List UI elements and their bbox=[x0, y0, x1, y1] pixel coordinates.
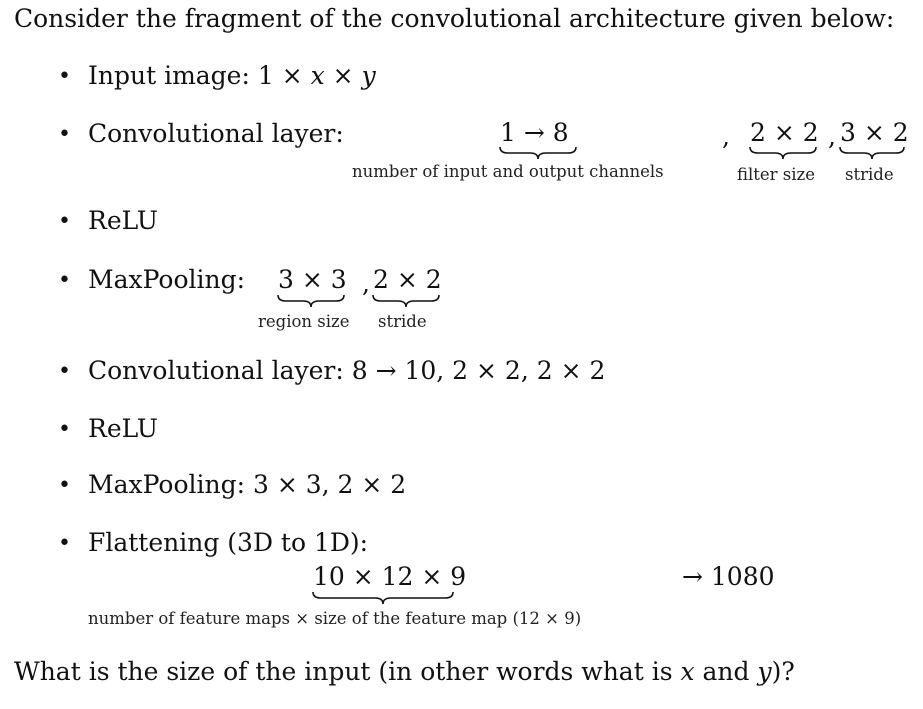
var-y: y bbox=[361, 61, 376, 90]
underbrace-region bbox=[276, 293, 346, 309]
bullet-dot: • bbox=[58, 268, 71, 293]
bullet-dot: • bbox=[58, 531, 71, 556]
maxpool-stride: 2 × 2 bbox=[373, 265, 442, 294]
flatten-product: 10 × 12 × 9 bbox=[313, 562, 467, 591]
input-image-label: Input image: bbox=[88, 61, 250, 90]
underbrace-stride bbox=[838, 145, 906, 161]
question-var-x: x bbox=[680, 657, 695, 686]
question-middle: and bbox=[694, 657, 758, 686]
conv-channels: 1 → 8 bbox=[500, 118, 569, 147]
relu-label: ReLU bbox=[88, 206, 158, 235]
conv-stride: 3 × 2 bbox=[840, 118, 909, 147]
bullet-dot: • bbox=[58, 122, 71, 147]
underbrace-flatten bbox=[311, 590, 455, 606]
input-size-prefix: 1 × bbox=[257, 61, 311, 90]
pool-stride-note: stride bbox=[378, 312, 427, 331]
underbrace-pool-stride bbox=[371, 293, 441, 309]
region-size-note: region size bbox=[258, 312, 350, 331]
bullet-dot: • bbox=[58, 417, 71, 442]
maxpool-sep: , bbox=[362, 269, 370, 298]
flattening-label: Flattening (3D to 1D): bbox=[88, 528, 369, 557]
maxpool-label: MaxPooling: bbox=[88, 265, 246, 294]
maxpool-2: MaxPooling: 3 × 3, 2 × 2 bbox=[88, 470, 407, 499]
question-suffix: )? bbox=[771, 657, 795, 686]
bullet-dot: • bbox=[58, 64, 71, 89]
stride-note: stride bbox=[845, 165, 894, 184]
filter-size-note: filter size bbox=[737, 165, 816, 184]
bullet-dot: • bbox=[58, 473, 71, 498]
maxpool-region: 3 × 3 bbox=[278, 265, 347, 294]
conv-filter: 2 × 2 bbox=[750, 118, 819, 147]
bullet-dot: • bbox=[58, 209, 71, 234]
question-prefix: What is the size of the input (in other words what is bbox=[14, 657, 681, 686]
flatten-result: → 1080 bbox=[682, 562, 775, 591]
bullet-dot: • bbox=[58, 359, 71, 384]
question-var-y: y bbox=[757, 657, 772, 686]
channels-note: number of input and output channels bbox=[352, 162, 664, 181]
var-x: x bbox=[310, 61, 325, 90]
underbrace-channels bbox=[498, 145, 578, 161]
question-text bbox=[14, 657, 795, 687]
flatten-note: number of feature maps × size of the feature map (12 × 9) bbox=[88, 609, 582, 628]
underbrace-filter bbox=[748, 145, 818, 161]
conv-layer-2: Convolutional layer: 8 → 10, 2 × 2, 2 × 2 bbox=[88, 356, 606, 385]
relu-label-2: ReLU bbox=[88, 414, 158, 443]
input-image-item bbox=[88, 61, 376, 91]
conv-layer-label: Convolutional layer: bbox=[88, 119, 344, 148]
conv-sep-2: , bbox=[828, 122, 836, 151]
conv-sep-1: , bbox=[722, 122, 730, 151]
times-sign: × bbox=[324, 61, 362, 90]
intro-text: Consider the fragment of the convolutional architecture given below: bbox=[14, 4, 895, 33]
